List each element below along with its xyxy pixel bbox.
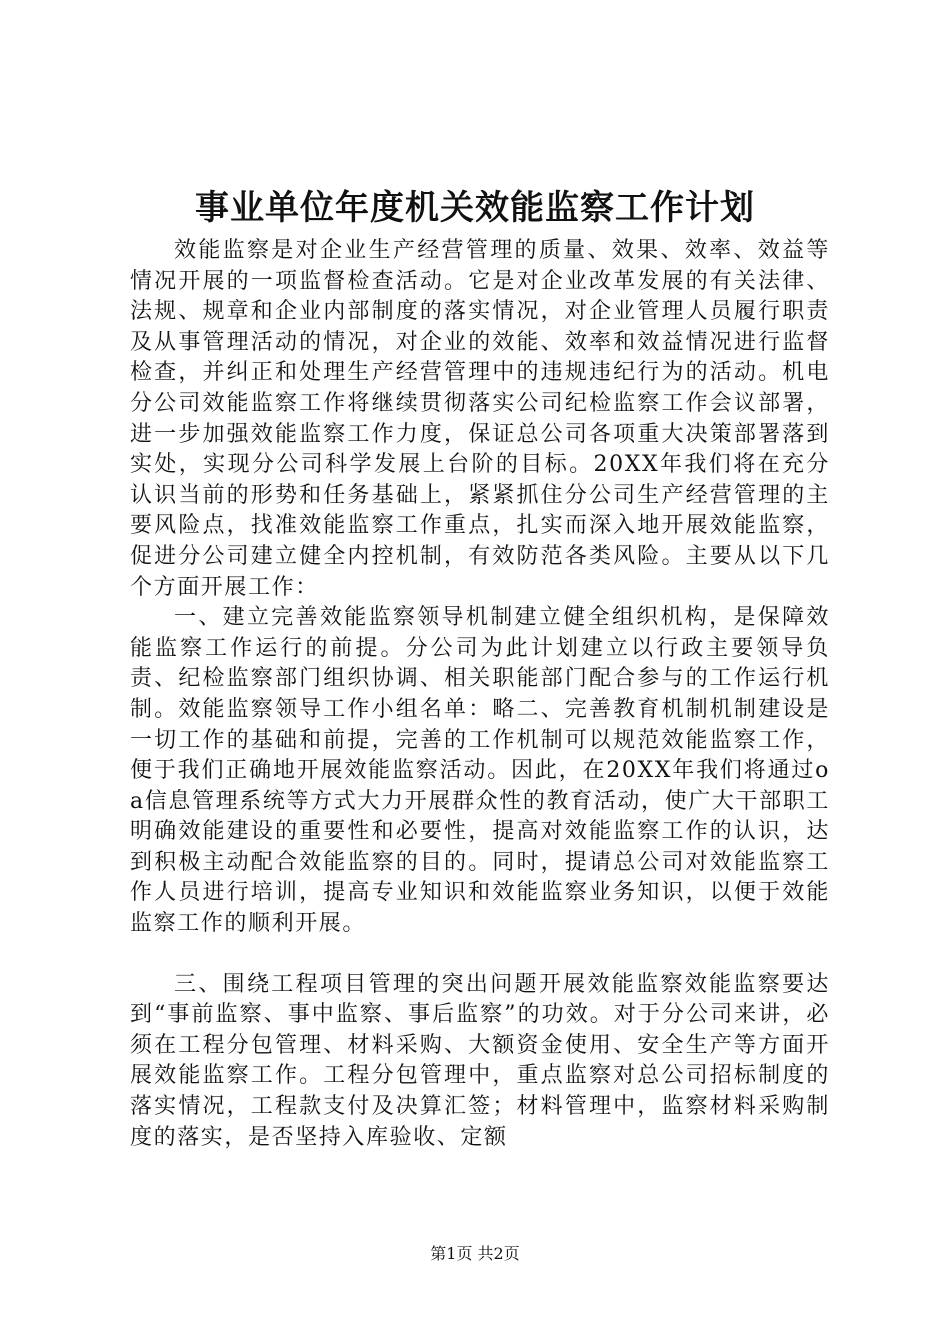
document-body [130, 236, 830, 1153]
page-footer: 第1页 共2页 [430, 1244, 520, 1263]
paragraph-section-1-2: 一、建立完善效能监察领导机制建立健全组织机构，是保障效能监察工作运行的前提。分公司为此计划建立以行政主要领导负责、纪检监察部门组织协调、相关职能部门配合参与的工作运行机制。效能监察领导工作小组名单：略二、完善教育机制机制建设是一切工作的基础和前提，完善的工作机制可以规范效能监察工作，便于我们正确地开展效能监察活动。因此，在20XX年我们将通过oa信息管理系统等方式大力开展群众性的教育活动，使广大干部职工明确效能建设的重要性和必要性，提高对效能监察工作的认识，达到积极主动配合效能监察的目的。同时，提请总公司对效能监察工作人员进行培训，提高专业知识和效能监察业务知识，以便于效能监察工作的顺利开展。 [130, 605, 830, 937]
document-title: 事业单位年度机关效能监察工作计划 [195, 188, 755, 228]
paragraph-section-3: 三、围绕工程项目管理的突出问题开展效能监察效能监察要达到“事前监察、事中监察、事后监察”的功效。对于分公司来讲，必须在工程分包管理、材料采购、大额资金使用、安全生产等方面开展效能监察工作。工程分包管理中，重点监察对总公司招标制度的落实情况，工程款支付及决算汇签；材料管理中，监察材料采购制度的落实，是否坚持入库验收、定额 [130, 971, 830, 1150]
paragraph-intro: 效能监察是对企业生产经营管理的质量、效果、效率、效益等情况开展的一项监督检查活动。它是对企业改革发展的有关法律、法规、规章和企业内部制度的落实情况，对企业管理人员履行职责及从事管理活动的情况，对企业的效能、效率和效益情况进行监督检查，并纠正和处理生产经营管理中的违规违纪行为的活动。机电分公司效能监察工作将继续贯彻落实公司纪检监察工作会议部署，进一步加强效能监察工作力度，保证总公司各项重大决策部署落到实处，实现分公司科学发展上台阶的目标。20XX年我们将在充分认识当前的形势和任务基础上，紧紧抓住分公司生产经营管理的主要风险点，找准效能监察工作重点，扎实而深入地开展效能监察，促进分公司建立健全内控机制，有效防范各类风险。主要从以下几个方面开展工作： [130, 238, 830, 600]
